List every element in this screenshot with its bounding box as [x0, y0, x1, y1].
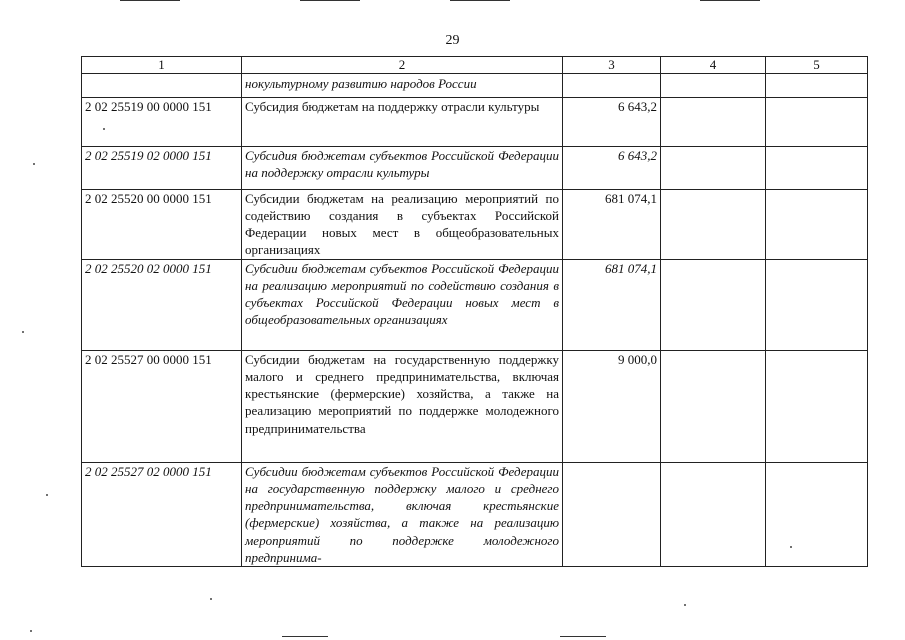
column-header-4: 4 — [661, 57, 766, 74]
scan-dot — [103, 128, 105, 130]
row-amount — [563, 74, 661, 98]
row-col5 — [766, 74, 868, 98]
row-code: 2 02 25520 02 0000 151 — [82, 260, 242, 351]
row-col5 — [766, 98, 868, 147]
table-row — [82, 463, 868, 567]
table-row — [82, 190, 868, 260]
row-col4 — [661, 463, 766, 567]
scan-mark — [700, 0, 760, 1]
row-col4 — [661, 74, 766, 98]
row-code: 2 02 25520 00 0000 151 — [82, 190, 242, 260]
header-row — [82, 57, 868, 74]
table-row — [82, 260, 868, 351]
row-description: Субсидии бюджетам субъектов Российской Федерации на реализацию мероприятий по содействию создания в субъектах Российской Федерации новых мест в общеобразовательных организациях — [242, 260, 563, 351]
table-row — [82, 74, 868, 98]
row-col4 — [661, 98, 766, 147]
row-amount: 681 074,1 — [563, 260, 661, 351]
scan-dot — [790, 546, 792, 548]
row-description: Субсидии бюджетам на государственную поддержку малого и среднего предпринимательства, включая крестьянские (фермерские) хозяйства, а также на реализацию мероприятий по поддержке молодежного предпринимательства — [242, 351, 563, 463]
row-col4 — [661, 260, 766, 351]
page-number: 29 — [445, 33, 460, 48]
row-col5 — [766, 463, 868, 567]
row-col4 — [661, 147, 766, 190]
row-amount: 6 643,2 — [563, 98, 661, 147]
scan-dot — [46, 494, 48, 496]
row-amount: 9 000,0 — [563, 351, 661, 463]
row-code — [82, 74, 242, 98]
table-row — [82, 351, 868, 463]
row-code: 2 02 25519 00 0000 151 — [82, 98, 242, 147]
row-col5 — [766, 190, 868, 260]
table-row — [82, 147, 868, 190]
scan-mark — [120, 0, 180, 1]
row-description: Субсидии бюджетам субъектов Российской Федерации на государственную поддержку малого и среднего предпринимательства, включая крестьянские (фермерские) хозяйства, а также на реализацию мероприятий по поддержке молодежного предпринима- — [242, 463, 563, 567]
scan-dot — [30, 630, 32, 632]
column-header-1: 1 — [82, 57, 242, 74]
scan-dot — [22, 331, 24, 333]
row-description: нокультурному развитию народов России — [242, 74, 563, 98]
row-description: Субсидия бюджетам субъектов Российской Федерации на поддержку отрасли культуры — [242, 147, 563, 190]
scan-dot — [684, 604, 686, 606]
row-code: 2 02 25519 02 0000 151 — [82, 147, 242, 190]
scan-mark — [282, 636, 328, 637]
row-amount: 681 074,1 — [563, 190, 661, 260]
column-header-3: 3 — [563, 57, 661, 74]
scan-dot — [33, 163, 35, 165]
scan-mark — [560, 636, 606, 637]
row-col5 — [766, 260, 868, 351]
row-amount — [563, 463, 661, 567]
budget-revenue-table — [81, 56, 868, 567]
row-code: 2 02 25527 02 0000 151 — [82, 463, 242, 567]
scan-mark — [300, 0, 360, 1]
row-col5 — [766, 351, 868, 463]
row-col4 — [661, 351, 766, 463]
table-row — [82, 98, 868, 147]
row-col4 — [661, 190, 766, 260]
row-description: Субсидии бюджетам на реализацию мероприятий по содействию создания в субъектах Российской Федерации новых мест в общеобразовательных организациях — [242, 190, 563, 260]
row-description: Субсидия бюджетам на поддержку отрасли культуры — [242, 98, 563, 147]
scan-dot — [210, 598, 212, 600]
column-header-2: 2 — [242, 57, 563, 74]
row-amount: 6 643,2 — [563, 147, 661, 190]
row-col5 — [766, 147, 868, 190]
scan-mark — [450, 0, 510, 1]
column-header-5: 5 — [766, 57, 868, 74]
row-code: 2 02 25527 00 0000 151 — [82, 351, 242, 463]
